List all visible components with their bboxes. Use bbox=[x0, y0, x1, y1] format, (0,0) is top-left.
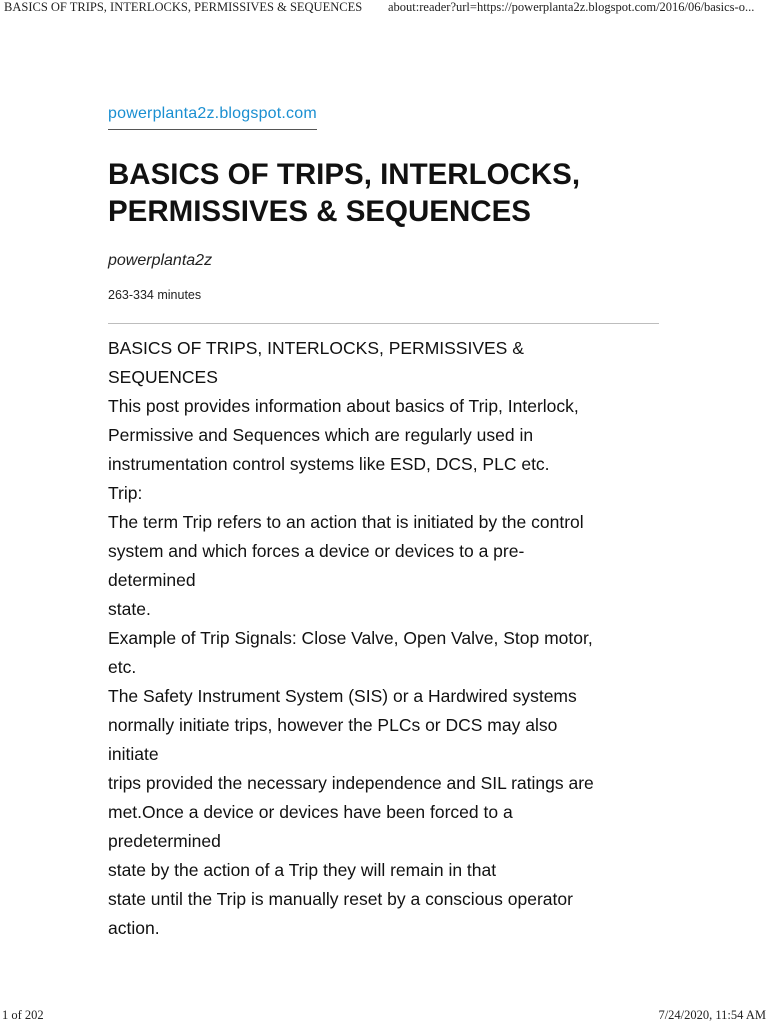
print-header bbox=[0, 0, 768, 18]
body-line: This post provides information about basics of Trip, Interlock, bbox=[108, 396, 579, 416]
print-footer bbox=[0, 1008, 768, 1024]
article-title bbox=[108, 156, 660, 230]
article-title-line: BASICS OF TRIPS, INTERLOCKS, bbox=[108, 158, 581, 191]
body-line: state by the action of a Trip they will remain in that bbox=[108, 860, 497, 880]
body-line: determined bbox=[108, 570, 196, 590]
article-title-line: PERMISSIVES & SEQUENCES bbox=[108, 195, 531, 228]
article-byline: powerplanta2z bbox=[108, 252, 213, 269]
print-header-title: BASICS OF TRIPS, INTERLOCKS, PERMISSIVES & SEQUENCES bbox=[4, 0, 363, 14]
reader-view bbox=[108, 104, 660, 943]
body-line: Permissive and Sequences which are regularly used in bbox=[108, 425, 534, 445]
body-line: met.Once a device or devices have been forced to a bbox=[108, 802, 513, 822]
body-line: normally initiate trips, however the PLCs or DCS may also bbox=[108, 715, 558, 735]
source-domain-link[interactable]: powerplanta2z.blogspot.com bbox=[108, 104, 317, 130]
body-line: system and which forces a device or devices to a pre- bbox=[108, 541, 525, 561]
article-body bbox=[108, 334, 660, 943]
page-counter: 1 of 202 bbox=[2, 1008, 44, 1022]
reading-time: 263-334 minutes bbox=[108, 288, 202, 302]
body-line: state. bbox=[108, 599, 151, 619]
body-line: trips provided the necessary independence and SIL ratings are bbox=[108, 773, 594, 793]
body-line: Trip: bbox=[108, 483, 143, 503]
body-line: Example of Trip Signals: Close Valve, Open Valve, Stop motor, bbox=[108, 628, 593, 648]
body-line: SEQUENCES bbox=[108, 367, 218, 387]
body-line: predetermined bbox=[108, 831, 221, 851]
body-line: state until the Trip is manually reset by a conscious operator bbox=[108, 889, 573, 909]
print-datetime: 7/24/2020, 11:54 AM bbox=[658, 1008, 766, 1022]
body-line: The term Trip refers to an action that is initiated by the control bbox=[108, 512, 584, 532]
body-line: BASICS OF TRIPS, INTERLOCKS, PERMISSIVES & bbox=[108, 338, 524, 358]
body-line: The Safety Instrument System (SIS) or a Hardwired systems bbox=[108, 686, 577, 706]
body-line: initiate bbox=[108, 744, 159, 764]
print-header-url: about:reader?url=https://powerplanta2z.blogspot.com/2016/06/basics-o... bbox=[388, 0, 755, 14]
body-line: instrumentation control systems like ESD, DCS, PLC etc. bbox=[108, 454, 550, 474]
body-line: action. bbox=[108, 918, 160, 938]
body-line: etc. bbox=[108, 657, 137, 677]
header-divider bbox=[108, 323, 659, 324]
